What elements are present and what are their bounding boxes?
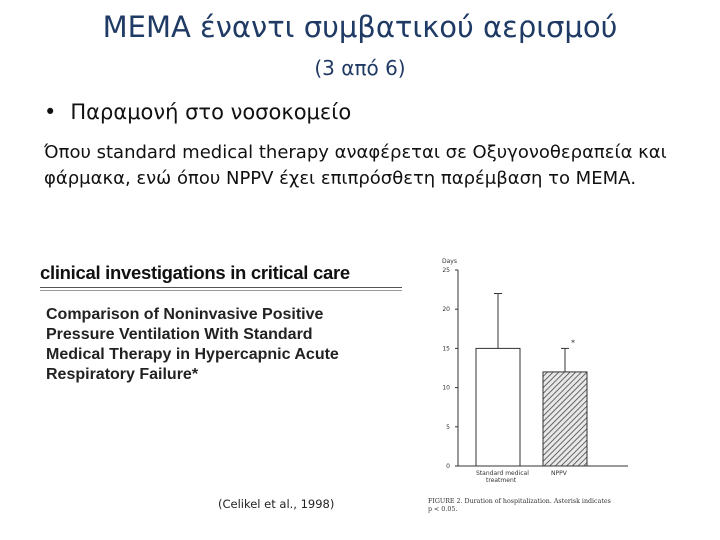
x-category-label: Standard medical [476,470,529,477]
bar-standard-treatment [476,348,520,466]
bar-nppv [543,372,587,466]
article-title-line: Respiratory Failure* [46,366,199,383]
article-title-line: Medical Therapy in Hypercapnic Acute [46,346,339,363]
journal-header: clinical investigations in critical care [40,262,350,283]
slide-subtitle: (3 από 6) [314,56,406,80]
y-tick-label: 10 [442,384,450,392]
x-category-label: NPPV [551,470,567,477]
article-title [46,305,410,385]
x-category-label: treatment [486,477,517,484]
header-rule [40,287,402,288]
bullet-text: Παραμονή στο νοσοκομείο [70,100,352,124]
figure-caption-line2: p < 0.05. [428,506,458,513]
article-title-line: Comparison of Noninvasive Positive [46,306,324,323]
citation: (Celikel et al., 1998) [218,497,335,511]
header-rule-thin [40,290,402,291]
chart-plot-area [442,267,628,484]
y-tick-label: 20 [442,306,450,314]
y-axis-label: Days [442,258,457,265]
bullet-item [44,100,351,124]
y-tick-label: 25 [442,267,450,274]
hospital-stay-chart [418,252,718,532]
y-tick-label: 5 [446,423,450,431]
y-tick-label: 15 [442,345,450,353]
significance-asterisk: * [571,338,575,348]
figure-caption: FIGURE 2. Duration of hospitalization. Asterisk indicates [428,498,611,505]
slide-title: MEMA έναντι συμβατικού αερισμού [102,10,618,44]
article-title-line: Pressure Ventilation With Standard [46,326,313,343]
article-header-scan [40,262,410,385]
body-text: Όπου standard medical therapy αναφέρεται σε Οξυγονοθεραπεία και φάρμακα, ενώ όπου NPPV έχει επιπρόσθετη παρέμβαση το ΜΕΜΑ. [44,142,667,189]
bullet-marker: • [44,100,57,124]
y-tick-label: 0 [446,463,450,470]
